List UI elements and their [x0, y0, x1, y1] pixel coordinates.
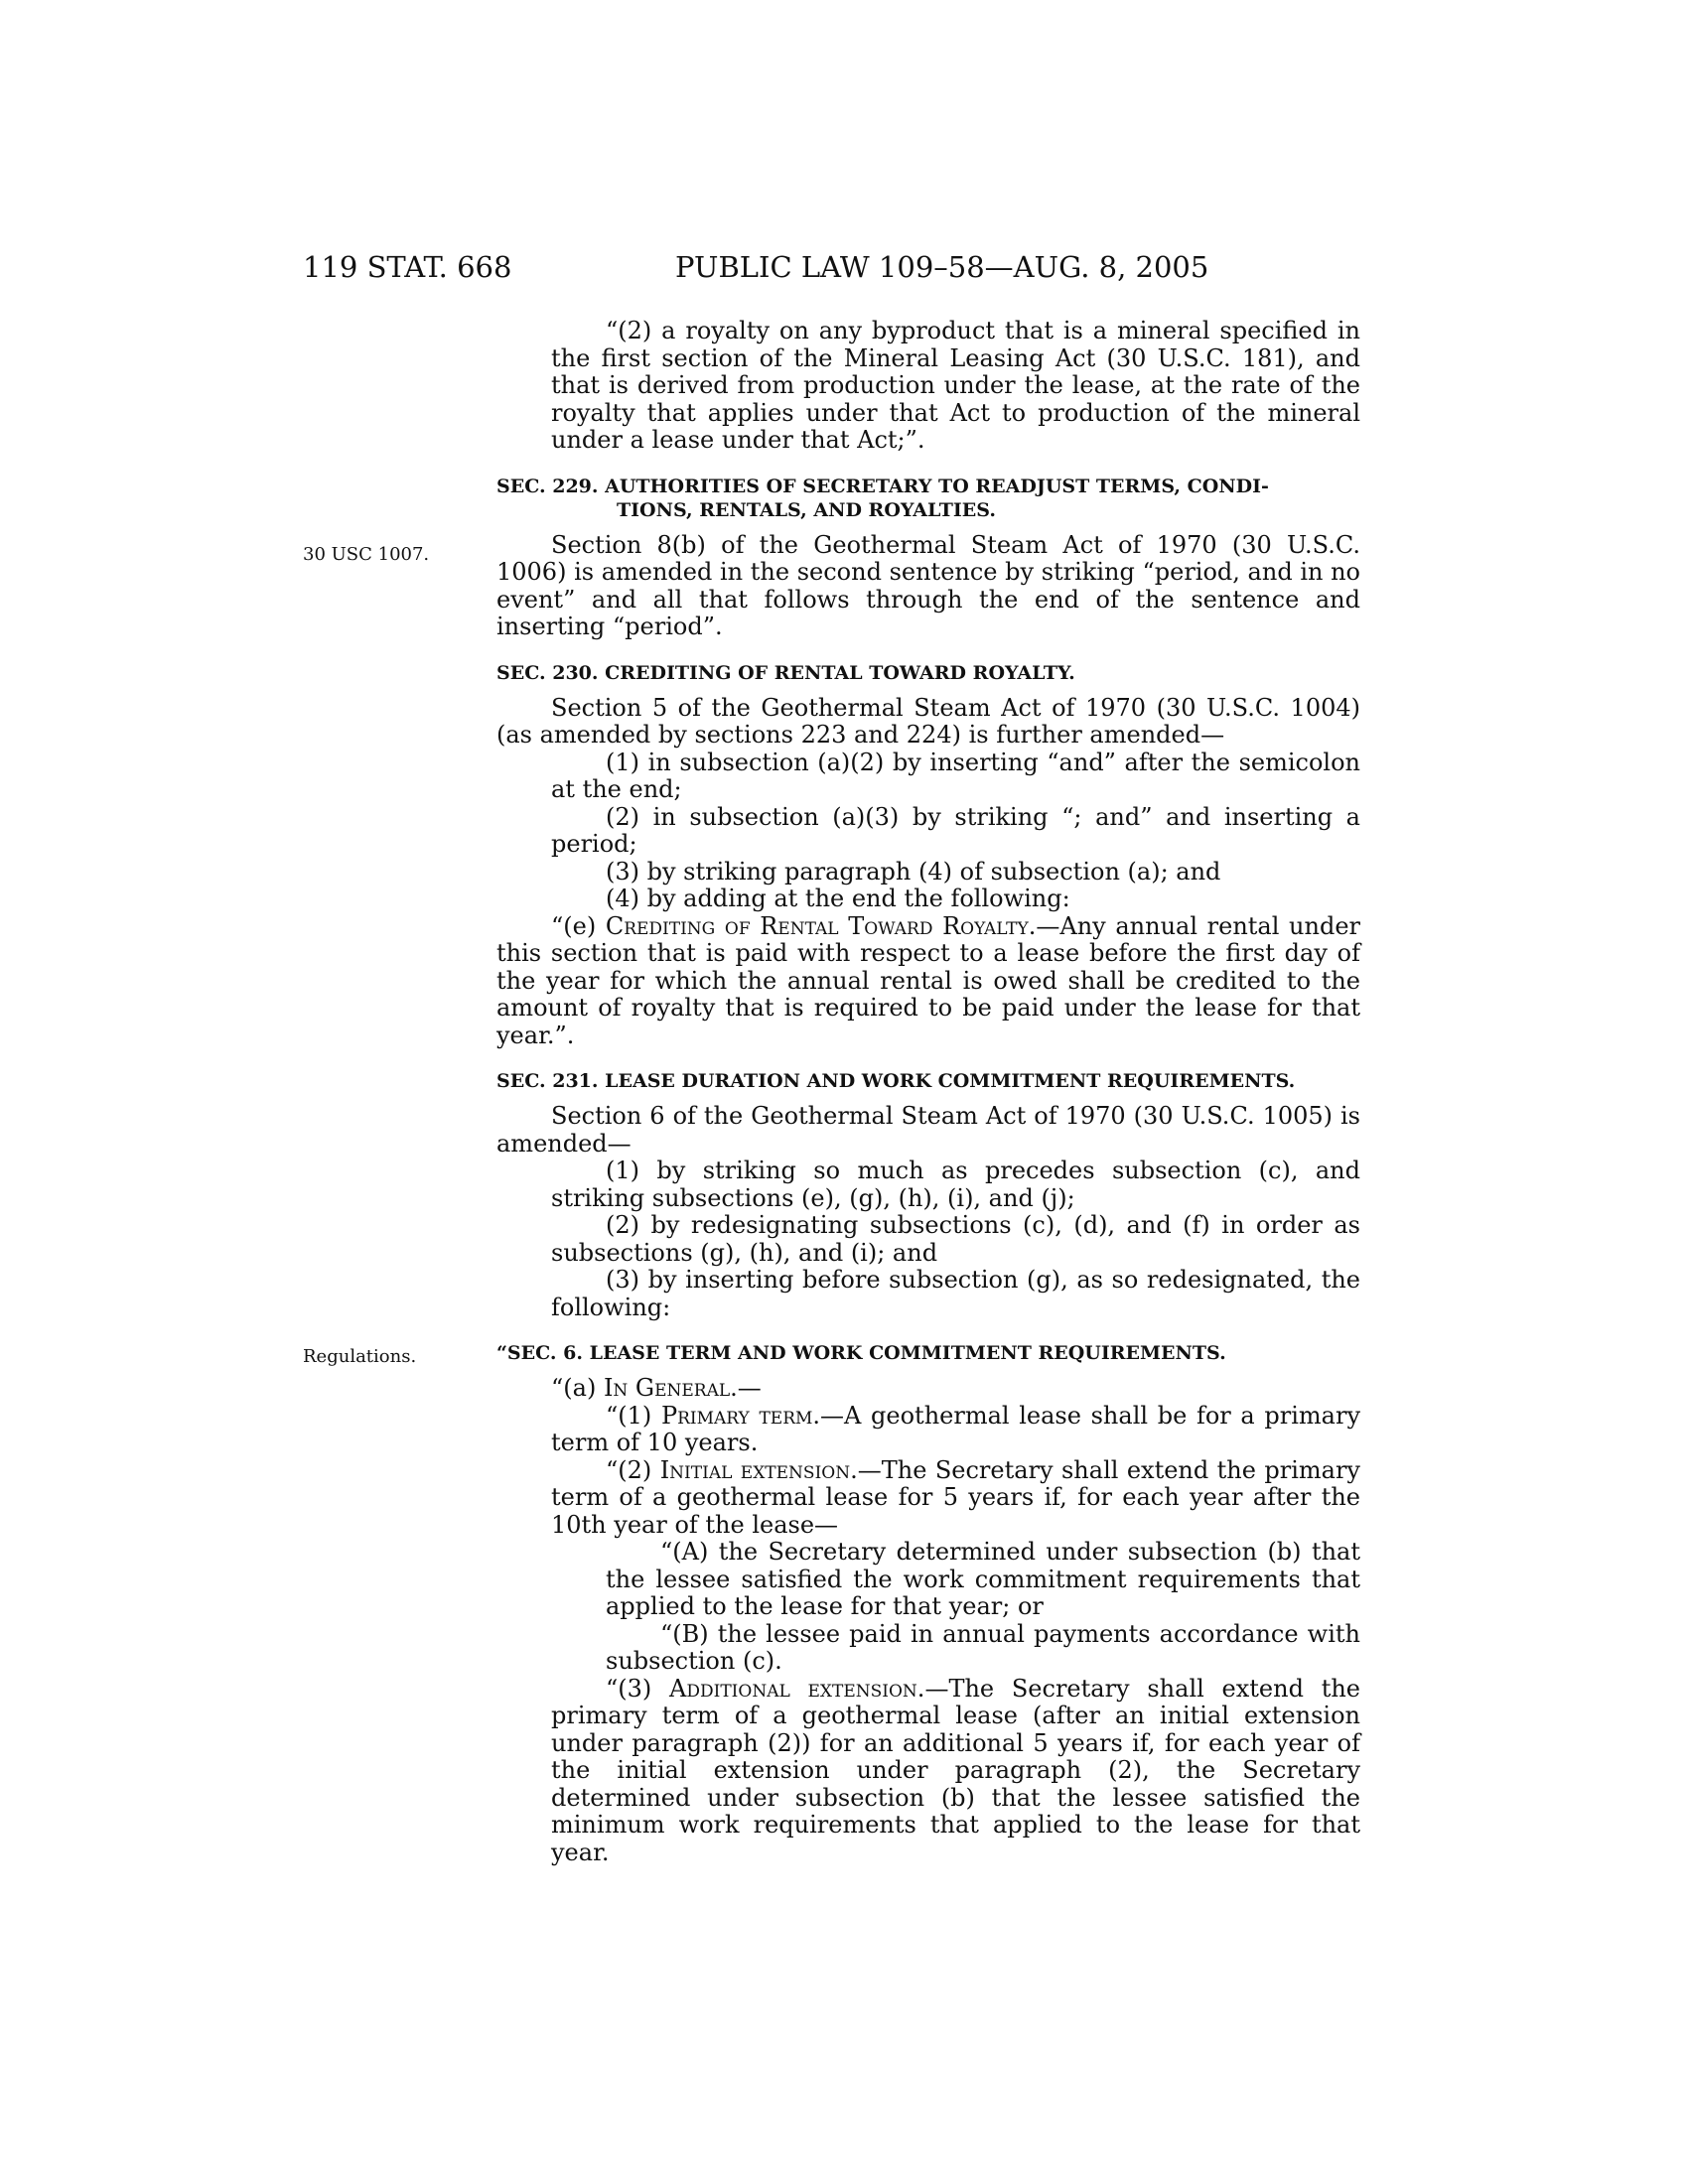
- sec230-e-lead: “(e): [551, 911, 606, 940]
- page-header: [0, 250, 1688, 290]
- sec230-para-4: (4) by adding at the end the following:: [606, 885, 1070, 912]
- sec231-para-3: (3) by inserting before subsection (g), as so redesignated, the following:: [551, 1266, 1360, 1321]
- sec231-para-2: (2) by redesignating subsections (c), (d), and (f) in order as subsections (g), (h), and (i); and: [551, 1211, 1360, 1267]
- subparagraph-a2B: “(B) the lessee paid in annual payments accordance with subsection (c).: [606, 1619, 1360, 1675]
- sec230-intro: Section 5 of the Geothermal Steam Act of 1970 (30 U.S.C. 1004) (as amended by sections 223 and 224) is further amended—: [496, 693, 1360, 749]
- a1-lead: “(1): [606, 1401, 661, 1430]
- a1-heading: Primary term.: [660, 1401, 821, 1430]
- sec231-heading: SEC. 231. LEASE DURATION AND WORK COMMITMENT REQUIREMENTS.: [496, 1070, 1296, 1092]
- royalty-paragraph: “(2) a royalty on any byproduct that is a mineral specified in the first section of the Mineral Leasing Act (30 U.S.C. 181), and that is derived from production under the lease, at the rate of the royalty that applies under that Act to production of the mineral under a lease under that Act;”.: [551, 317, 1360, 454]
- a2-heading: Initial extension.: [659, 1455, 858, 1484]
- sec230-heading: SEC. 230. CREDITING OF RENTAL TOWARD ROYALTY.: [496, 661, 1075, 684]
- stat-page-number: 119 STAT. 668: [303, 250, 512, 284]
- sec230-para-3: (3) by striking paragraph (4) of subsection (a); and: [606, 857, 1221, 886]
- paragraph-a1: [496, 1403, 1360, 1457]
- sec229-heading-line2: TIONS, RENTALS, AND ROYALTIES.: [617, 498, 996, 521]
- sec231-para-1: (1) by striking so much as precedes subsection (c), and striking subsections (e), (g), (h), (i), and (j);: [551, 1157, 1360, 1212]
- subparagraph-a2A: “(A) the Secretary determined under subsection (b) that the lessee satisfied the work commitment requirements that applied to the lease for that year; or: [606, 1538, 1360, 1620]
- a2-text: —The Secretary shall extend the primary term of a geothermal lease for 5 years if, for each year after the 10th year of the lease—: [551, 1455, 1360, 1539]
- sec6-heading: “SEC. 6. LEASE TERM AND WORK COMMITMENT REQUIREMENTS.: [496, 1342, 1226, 1364]
- sec229-heading: [496, 475, 1360, 522]
- a2-lead: “(2): [606, 1455, 660, 1484]
- a3-heading: Additional extension.: [669, 1674, 925, 1703]
- sec230-e-text: —Any annual rental under this section that is paid with respect to a lease before the first day of the year for which the annual rental is owed shall be credited to the amount of royalty that is required to be paid under the lease for that year.”.: [496, 911, 1360, 1049]
- subsection-a-dash: —: [737, 1374, 762, 1402]
- sec229-heading-line1: SEC. 229. AUTHORITIES OF SECRETARY TO READJUST TERMS, CONDI-: [496, 475, 1269, 497]
- paragraph-a2: [496, 1457, 1360, 1540]
- a3-lead: “(3): [606, 1674, 670, 1703]
- margin-note-regulations: Regulations.: [303, 1346, 417, 1367]
- sec230-subsection-e: [496, 913, 1360, 1050]
- subsection-a-lead: “(a): [551, 1374, 604, 1402]
- public-law-title: PUBLIC LAW 109–58—AUG. 8, 2005: [675, 250, 1209, 284]
- document-body: [496, 318, 1360, 1866]
- subsection-a: [496, 1375, 1360, 1403]
- paragraph-a3: [496, 1676, 1360, 1867]
- margin-note-usc: 30 USC 1007.: [303, 544, 430, 565]
- sec229-text: Section 8(b) of the Geothermal Steam Act of 1970 (30 U.S.C. 1006) is amended in the second sentence by striking “period, and in no event” and all that follows through the end of the sentence and inserting “period”.: [496, 530, 1360, 640]
- a3-text: —The Secretary shall extend the primary term of a geothermal lease (after an initial extension under paragraph (2)) for an additional 5 years if, for each year of the initial extension under paragraph (2), the Secretary determined under subsection (b) that the lessee satisfied the minimum work requirements that applied to the lease for that year.: [551, 1674, 1360, 1866]
- a1-text: —A geothermal lease shall be for a primary term of 10 years.: [551, 1401, 1361, 1456]
- subsection-a-heading: In General.: [603, 1374, 738, 1402]
- sec230-para-1: (1) in subsection (a)(2) by inserting “and” after the semicolon at the end;: [551, 748, 1360, 803]
- sec231-intro: Section 6 of the Geothermal Steam Act of 1970 (30 U.S.C. 1005) is amended—: [496, 1102, 1360, 1158]
- sec230-e-heading: Crediting of Rental Toward Royalty.: [605, 911, 1037, 940]
- sec230-para-2: (2) in subsection (a)(3) by striking “; and” and inserting a period;: [551, 802, 1360, 858]
